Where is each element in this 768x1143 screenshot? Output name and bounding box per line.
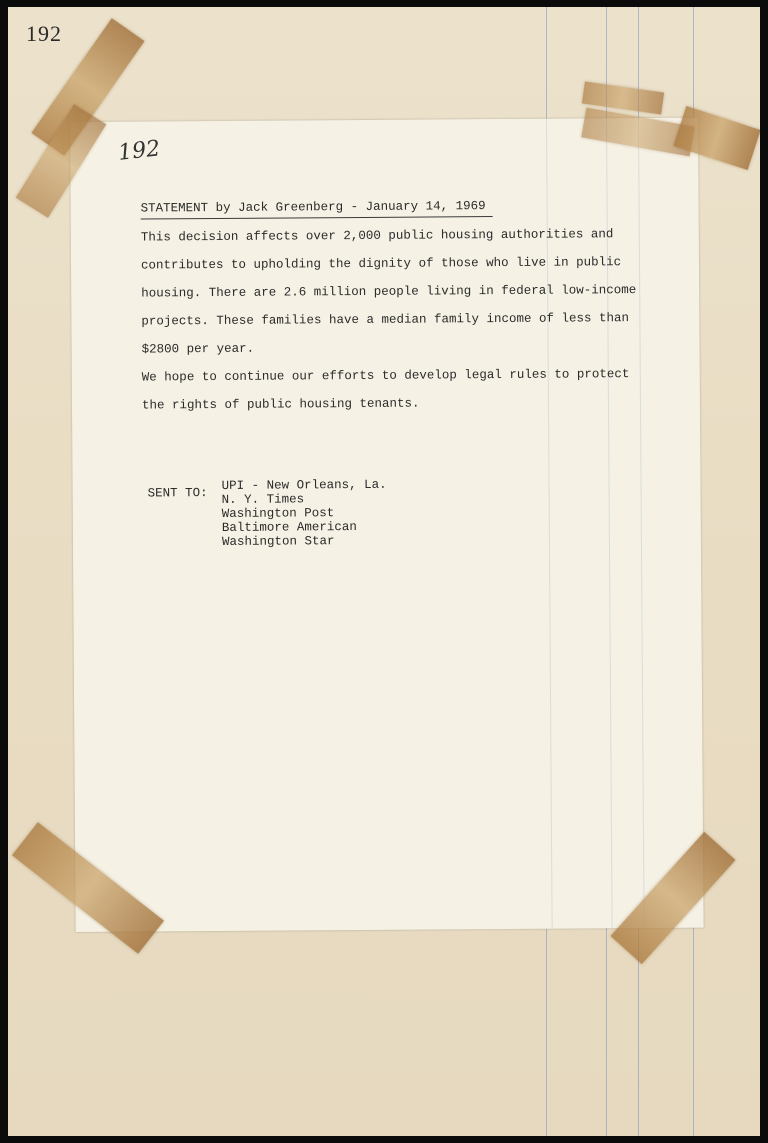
recipient-item: Washington Post: [221, 506, 335, 521]
body-line: projects. These families have a median family income of less than: [141, 311, 630, 329]
recipient-item: UPI - New Orleans, La.: [221, 477, 387, 493]
statement-title: STATEMENT by Jack Greenberg - January 14, 1969: [140, 199, 486, 216]
recipient-list: [221, 478, 387, 549]
body-line: contributes to upholding the dignity of those who live in public: [140, 255, 622, 273]
body-line: We hope to continue our efforts to develop legal rules to protect: [141, 367, 630, 385]
recipient-item: N. Y. Times: [221, 492, 305, 507]
folio-number: 192: [26, 21, 62, 46]
recipient-item: Baltimore American: [221, 520, 357, 535]
recipient-item: Washington Star: [221, 534, 335, 549]
archive-board: [8, 7, 760, 1136]
body-line: This decision affects over 2,000 public housing authorities and: [140, 227, 614, 245]
body-line: $2800 per year.: [141, 341, 255, 357]
title-underline: [141, 216, 493, 219]
statement-sheet: [70, 118, 704, 932]
body-line: housing. There are 2.6 million people living in federal low-income: [141, 283, 637, 301]
sheet-rule-line: [638, 118, 645, 928]
body-line: the rights of public housing tenants.: [141, 396, 420, 413]
handwritten-page-number: 192: [116, 136, 162, 166]
sent-to-label: SENT TO:: [147, 486, 208, 501]
